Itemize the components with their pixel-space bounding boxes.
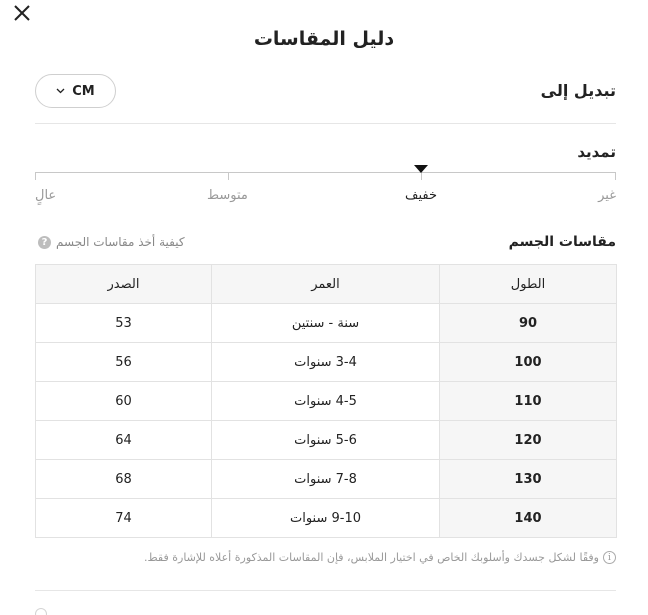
cell-age: 9-10 سنوات bbox=[212, 499, 440, 538]
cell-height: 140 bbox=[440, 499, 617, 538]
header-height: الطول bbox=[440, 265, 617, 304]
body-measurements-title: مقاسات الجسم bbox=[508, 234, 616, 250]
cell-height: 130 bbox=[440, 460, 617, 499]
table-row bbox=[36, 421, 617, 460]
stretch-tick bbox=[421, 172, 422, 180]
info-circle-icon: i bbox=[603, 551, 616, 564]
page-title: دليل المقاسات bbox=[253, 28, 395, 50]
table-row bbox=[36, 304, 617, 343]
convert-label: تبديل إلى bbox=[540, 81, 616, 100]
unit-select-value: CM bbox=[72, 83, 95, 99]
stretch-marker-icon bbox=[414, 165, 428, 173]
stretch-label: تمديد bbox=[577, 143, 616, 161]
stretch-option-none[interactable]: غير bbox=[598, 188, 616, 203]
cell-chest: 74 bbox=[36, 499, 212, 538]
header-age: العمر bbox=[212, 265, 440, 304]
cell-chest: 56 bbox=[36, 343, 212, 382]
stretch-tick bbox=[35, 172, 36, 180]
header-chest: الصدر bbox=[36, 265, 212, 304]
cell-height: 100 bbox=[440, 343, 617, 382]
cell-chest: 64 bbox=[36, 421, 212, 460]
question-circle-icon: ? bbox=[38, 236, 51, 249]
cell-age: 7-8 سنوات bbox=[212, 460, 440, 499]
disclaimer-note bbox=[144, 551, 616, 564]
cell-chest: 53 bbox=[36, 304, 212, 343]
table-header-row bbox=[36, 265, 617, 304]
divider bbox=[35, 590, 616, 591]
unit-select[interactable] bbox=[35, 74, 116, 108]
cell-age: 3-4 سنوات bbox=[212, 343, 440, 382]
cell-age: سنة - سنتين bbox=[212, 304, 440, 343]
stretch-scale-track bbox=[35, 172, 616, 173]
stretch-option-light[interactable]: خفيف bbox=[405, 188, 437, 203]
how-to-measure-text: كيفية أخذ مقاسات الجسم bbox=[56, 235, 185, 249]
how-to-measure-link[interactable] bbox=[38, 235, 185, 249]
radio-icon[interactable] bbox=[35, 608, 47, 615]
size-table bbox=[35, 264, 617, 538]
unit-convert-row bbox=[35, 74, 616, 108]
cell-height: 120 bbox=[440, 421, 617, 460]
cell-height: 90 bbox=[440, 304, 617, 343]
disclaimer-text: وفقًا لشكل جسدك وأسلوبك الخاص في اختيار الملابس، فإن المقاسات المذكورة أعلاه للإشارة فقط. bbox=[143, 551, 599, 564]
cell-chest: 60 bbox=[36, 382, 212, 421]
table-row bbox=[36, 499, 617, 538]
divider bbox=[35, 123, 616, 124]
stretch-tick bbox=[228, 172, 229, 180]
cell-age: 4-5 سنوات bbox=[212, 382, 440, 421]
table-row bbox=[36, 343, 617, 382]
cell-age: 5-6 سنوات bbox=[212, 421, 440, 460]
stretch-option-high[interactable]: عالٍ bbox=[35, 188, 57, 203]
table-row bbox=[36, 382, 617, 421]
chevron-down-icon bbox=[56, 88, 65, 94]
cell-chest: 68 bbox=[36, 460, 212, 499]
table-row bbox=[36, 460, 617, 499]
stretch-option-medium[interactable]: متوسط bbox=[207, 188, 248, 203]
stretch-tick bbox=[615, 172, 616, 180]
close-icon[interactable] bbox=[11, 2, 33, 24]
cell-height: 110 bbox=[440, 382, 617, 421]
